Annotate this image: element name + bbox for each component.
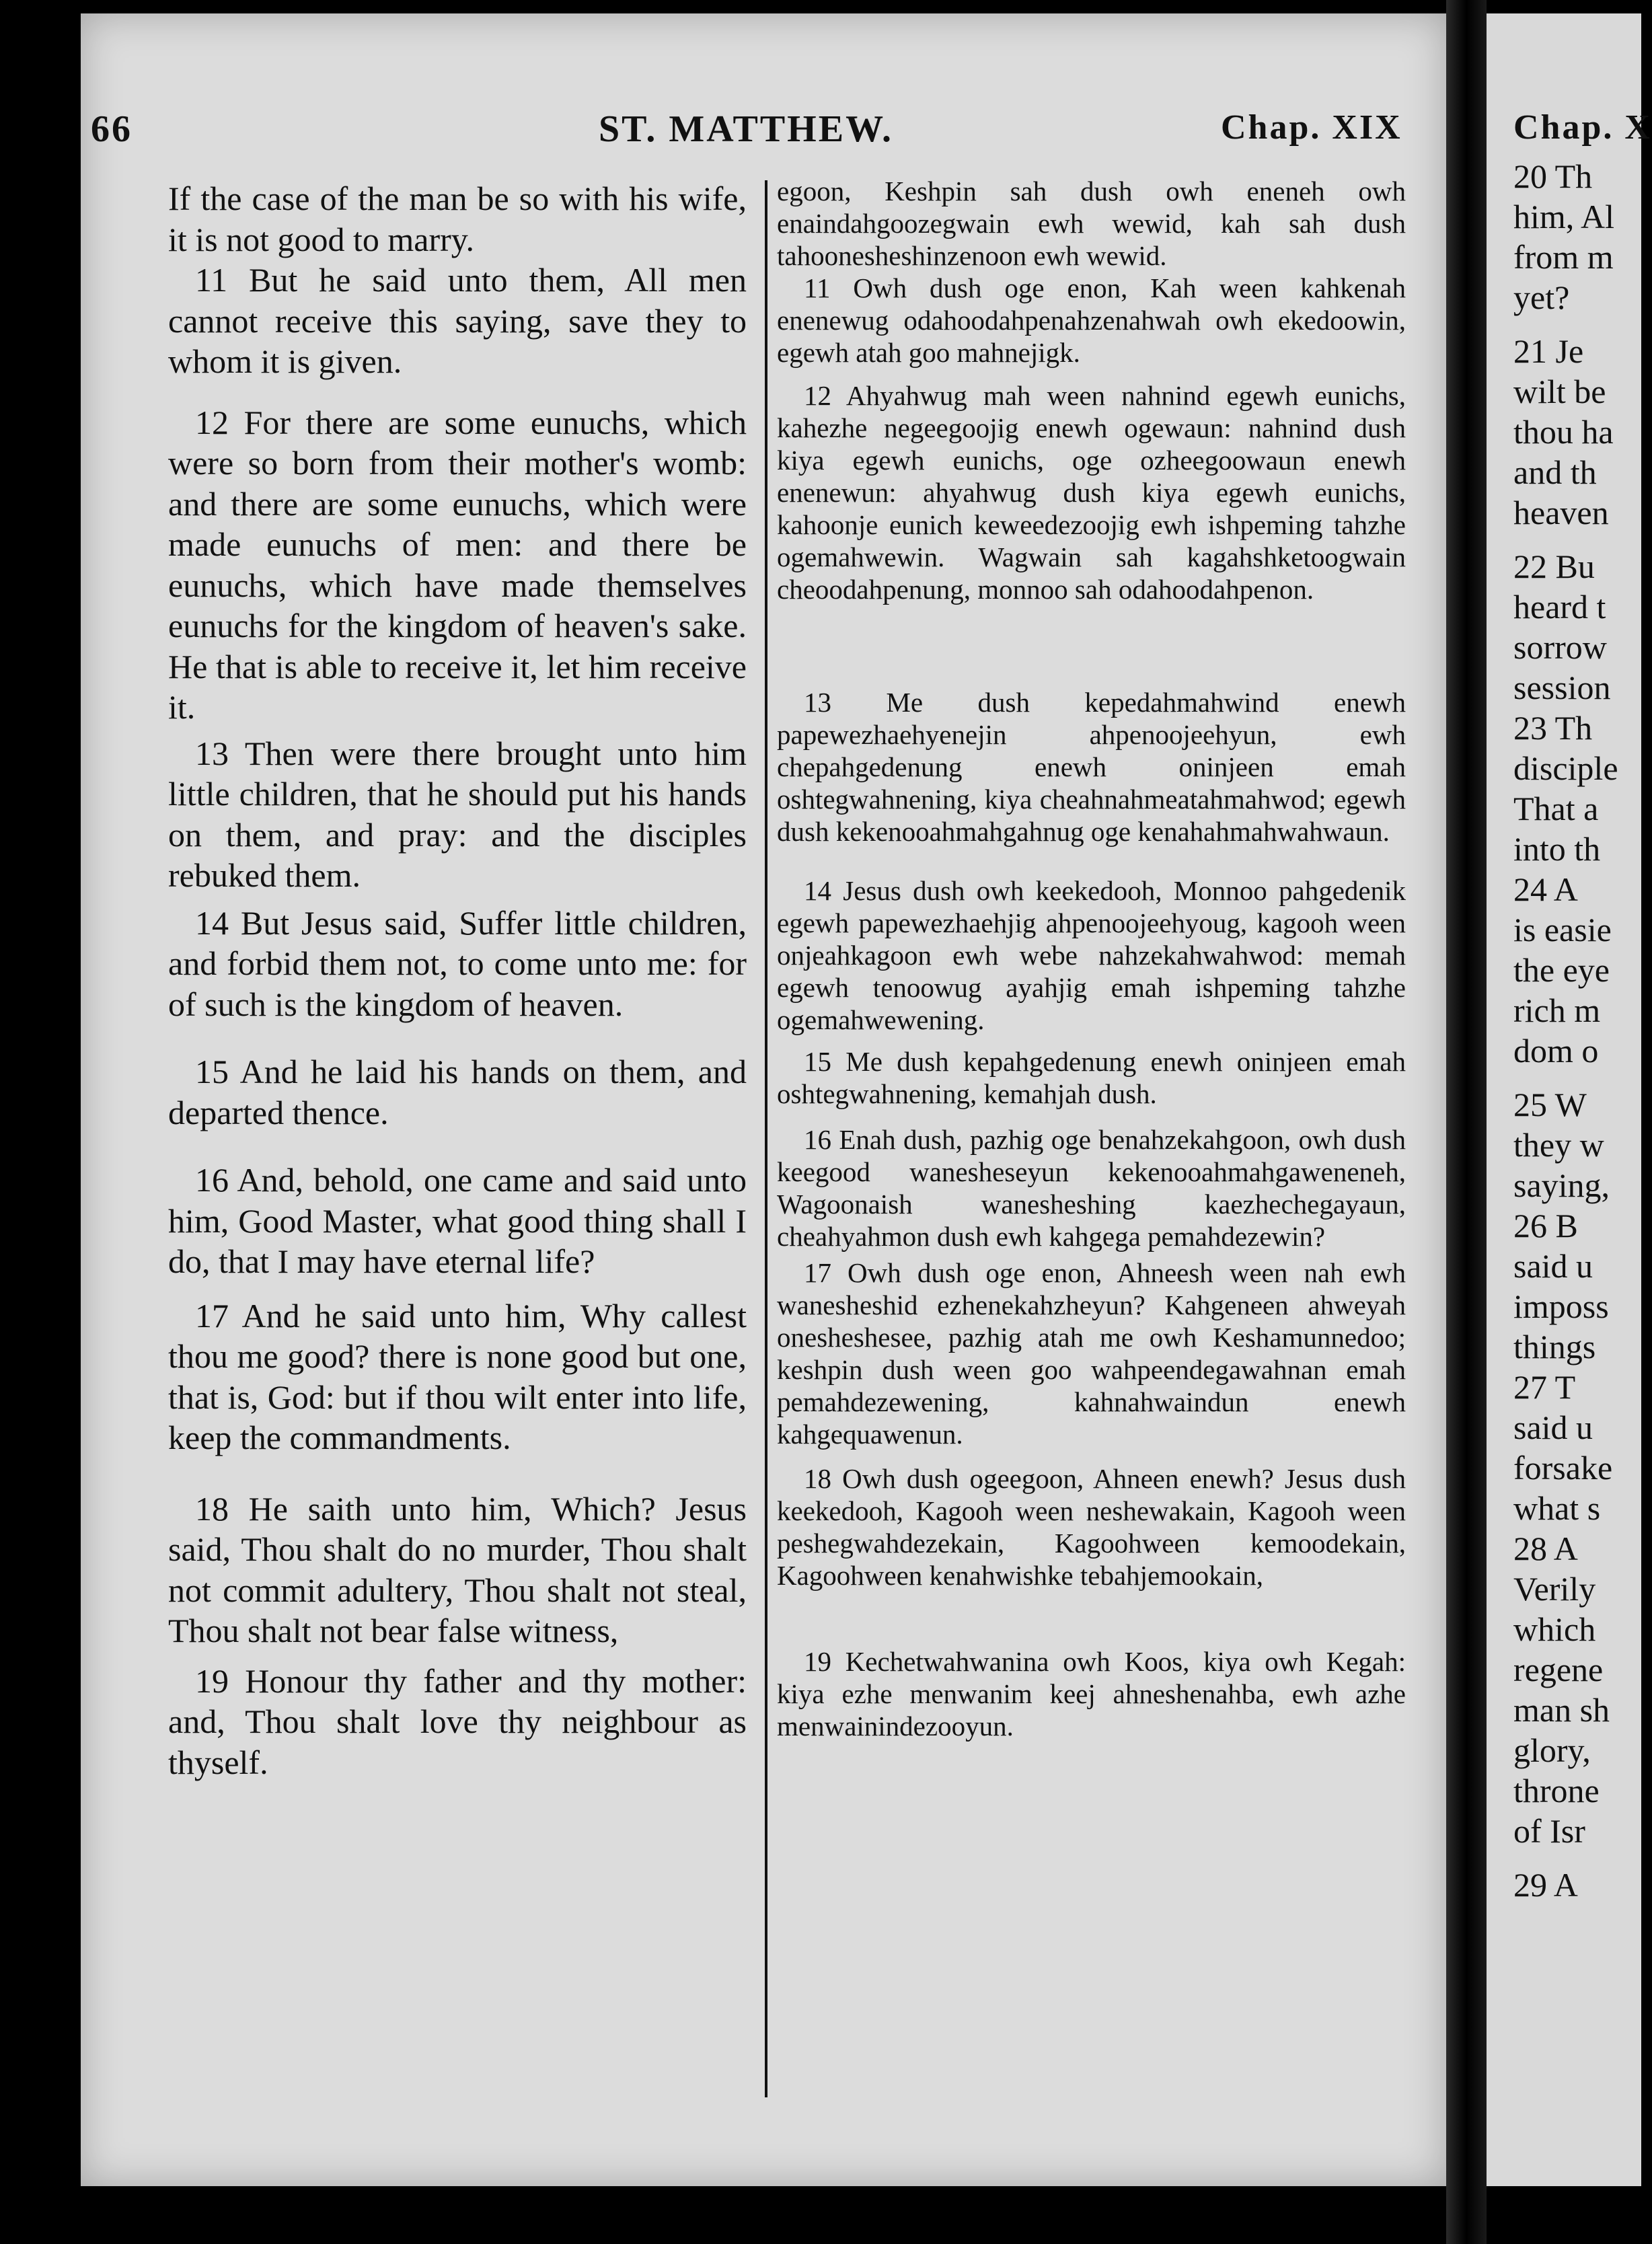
verse-11: 11 But he said unto them, All men cannot receive this saying, save they to whom it is given. [168,261,747,380]
adjacent-line: of Isr [1513,1812,1585,1850]
verse-13: 13 Then were there brought unto him little children, that he should put his hands on them, and pray: and the disciples rebuked them. [168,734,747,894]
adjacent-line: throne [1513,1772,1600,1809]
adjacent-line: rich m [1513,992,1601,1029]
adjacent-line: That a [1513,790,1599,827]
adjacent-line: into th [1513,830,1601,868]
page-title: ST. MATTHEW. [599,108,893,150]
adjacent-line: things [1513,1328,1596,1366]
adjacent-line: session [1513,669,1611,706]
adjacent-line: 26 B [1513,1207,1578,1244]
adjacent-line: the eye [1513,951,1610,989]
ojibwe-verse-14: 14 Jesus dush owh keekedooh, Monnoo pahgedenik egewh papewezhaehjig ahpenoojeehyoug, kagooh ween onjeahkagoon ewh webe nahzekahwahwod: memah egewh tenoowug ayahjig emah ishpeming tahzhe ogemahwewening. [777,875,1406,1035]
adjacent-line: yet? [1513,278,1570,316]
adjacent-line: Verily [1513,1570,1596,1608]
english-column [168,178,747,2129]
adjacent-line: and th [1513,453,1597,491]
adjacent-line: dom o [1513,1032,1599,1070]
adjacent-line [1513,533,1648,546]
adjacent-line: what s [1513,1489,1601,1527]
adjacent-chapter-heading: Chap. X [1513,108,1652,147]
verse-18: 18 He saith unto him, Which? Jesus said, Thou shalt do no murder, Thou shalt not commit adultery, Thou shalt not steal, Thou shalt not bear false witness, [168,1489,747,1649]
chapter-heading: Chap. XIX [1221,108,1402,147]
adjacent-line: said u [1513,1409,1593,1446]
ojibwe-column [777,175,1406,2126]
verse-17: 17 And he said unto him, Why callest thou me good? there is none good but one, that is, God: but if thou wilt enter into life, keep the commandments. [168,1296,747,1456]
verse-16: 16 And, behold, one came and said unto him, Good Master, what good thing shall I do, that I may have eternal life? [168,1161,747,1280]
adjacent-line: 22 Bu [1513,548,1595,585]
adjacent-line: 20 Th [1513,157,1593,195]
verse-15: 15 And he laid his hands on them, and departed thence. [168,1053,747,1131]
adjacent-line: 28 A [1513,1530,1578,1567]
adjacent-line: 25 W [1513,1086,1587,1123]
adjacent-line: disciple [1513,749,1618,787]
adjacent-line: regene [1513,1651,1604,1688]
adjacent-line: 29 A [1513,1866,1578,1904]
adjacent-line: 23 Th [1513,709,1593,747]
adjacent-line [1513,1851,1648,1865]
adjacent-page-text [1513,108,1652,2193]
adjacent-line: man sh [1513,1691,1610,1729]
book-gutter [1446,0,1487,2244]
ojibwe-verse-16: 16 Enah dush, pazhig oge benahzekahgoon, owh dush keegood wanesheseyun kekenooahmahgaweneneh, Wagoonaish wanesheshing kaezhechegayaun, cheahyahmon dush ewh kahgega pemahdezewin? [777,1124,1406,1252]
adjacent-line: sorrow [1513,628,1607,666]
ojibwe-verse-15: 15 Me dush kepahgedenung enewh oninjeen emah oshtegwahnening, kemahjah dush. [777,1046,1406,1109]
adjacent-line: forsake [1513,1449,1613,1487]
adjacent-line: saying, [1513,1166,1610,1204]
verse-14: 14 But Jesus said, Suffer little children, and forbid them not, to come unto me: for of such is the kingdom of heaven. [168,903,747,1023]
adjacent-line: said u [1513,1247,1593,1285]
adjacent-line: imposs [1513,1287,1609,1325]
column-divider [765,180,767,2097]
verse-19: 19 Honour thy father and thy mother: and, Thou shalt love thy neighbour as thyself. [168,1661,747,1781]
adjacent-line: heard t [1513,588,1606,626]
adjacent-line: wilt be [1513,373,1606,410]
ojibwe-verse-12: 12 Ahyahwug mah ween nahnind egewh eunichs, kahezhe negeegoojig enewh ogewaun: nahnind dush kiya egewh eunichs, oge ozheegoowaun enewh enenewun: ahyahwug dush kiya egewh eunichs, kahoonje eunich keweedezoojig ewh ishpeming tahzhe ogemahwewin. Wagwain sah kagahshketoogwain cheoodahpenung, monnoo sah odahoodahpenon. [777,380,1406,605]
adjacent-line: him, Al [1513,198,1615,235]
ojibwe-verse-19: 19 Kechetwahwanina owh Koos, kiya owh Kegah: kiya ezhe menwanim keej ahneshenahba, ewh azhe menwainindezooyun. [777,1646,1406,1742]
adjacent-line: heaven [1513,494,1609,531]
adjacent-line: which [1513,1610,1596,1648]
ojibwe-verse-17: 17 Owh dush oge enon, Ahneesh ween nah ewh wanesheshid ezhenekahzheyun? Kahgeneen ahweyah onesheshesee, pazhig atah me owh Keshamunnedoo; keshpin dush ween goo wahpeendegawahnan emah pemahdezewening, kahnahwaindun enewh kahgequawenun. [777,1257,1406,1450]
ojibwe-verse-18: 18 Owh dush ogeegoon, Ahneen enewh? Jesus dush keekedooh, Kagooh ween neshewakain, Kagooh ween peshegwahdezekain, Kagoohween kemoodekain, Kagoohween kenahwishke tebahjemookain, [777,1463,1406,1591]
adjacent-line: 21 Je [1513,332,1584,370]
ojibwe-verse-11: 11 Owh dush oge enon, Kah ween kahkenah enenewug odahoodahpenahzenahwah owh ekedoowin, egewh atah goo mahnejigk. [777,272,1406,368]
verse-12: 12 For there are some eunuchs, which were so born from their mother's womb: and there are some eunuchs, which were made eunuchs of men: and there be eunuchs, which have made themselves eunuchs for the kingdom of heaven's sake. He that is able to receive it, let him receive it. [168,403,747,726]
ojibwe-verse-13: 13 Me dush kepedahmahwind enewh papewezhaehyenejin ahpenoojeehyun, ewh chepahgedenung enewh oninjeen emah oshtegwahnening, kiya cheahnahmeatahmahwod; egewh dush kekenooahmahgahnug oge kenahahmahwahwaun. [777,687,1406,847]
adjacent-line: thou ha [1513,413,1614,451]
ojibwe-continuation: egoon, Keshpin sah dush owh eneneh owh enaindahgoozegwain ewh wewid, kah sah dush tahoonesheshinzenoon ewh wewid. [777,176,1406,271]
page-number: 66 [91,108,133,150]
adjacent-line: 27 T [1513,1368,1576,1406]
verse-continuation: If the case of the man be so with his wife, it is not good to marry. [168,180,747,258]
adjacent-line [1513,1071,1648,1084]
adjacent-line: is easie [1513,911,1612,948]
adjacent-line [1513,317,1648,331]
adjacent-lines [1513,156,1648,1905]
adjacent-line: from m [1513,238,1614,276]
adjacent-line: 24 A [1513,870,1578,908]
adjacent-line: they w [1513,1126,1604,1164]
adjacent-line: glory, [1513,1731,1591,1769]
